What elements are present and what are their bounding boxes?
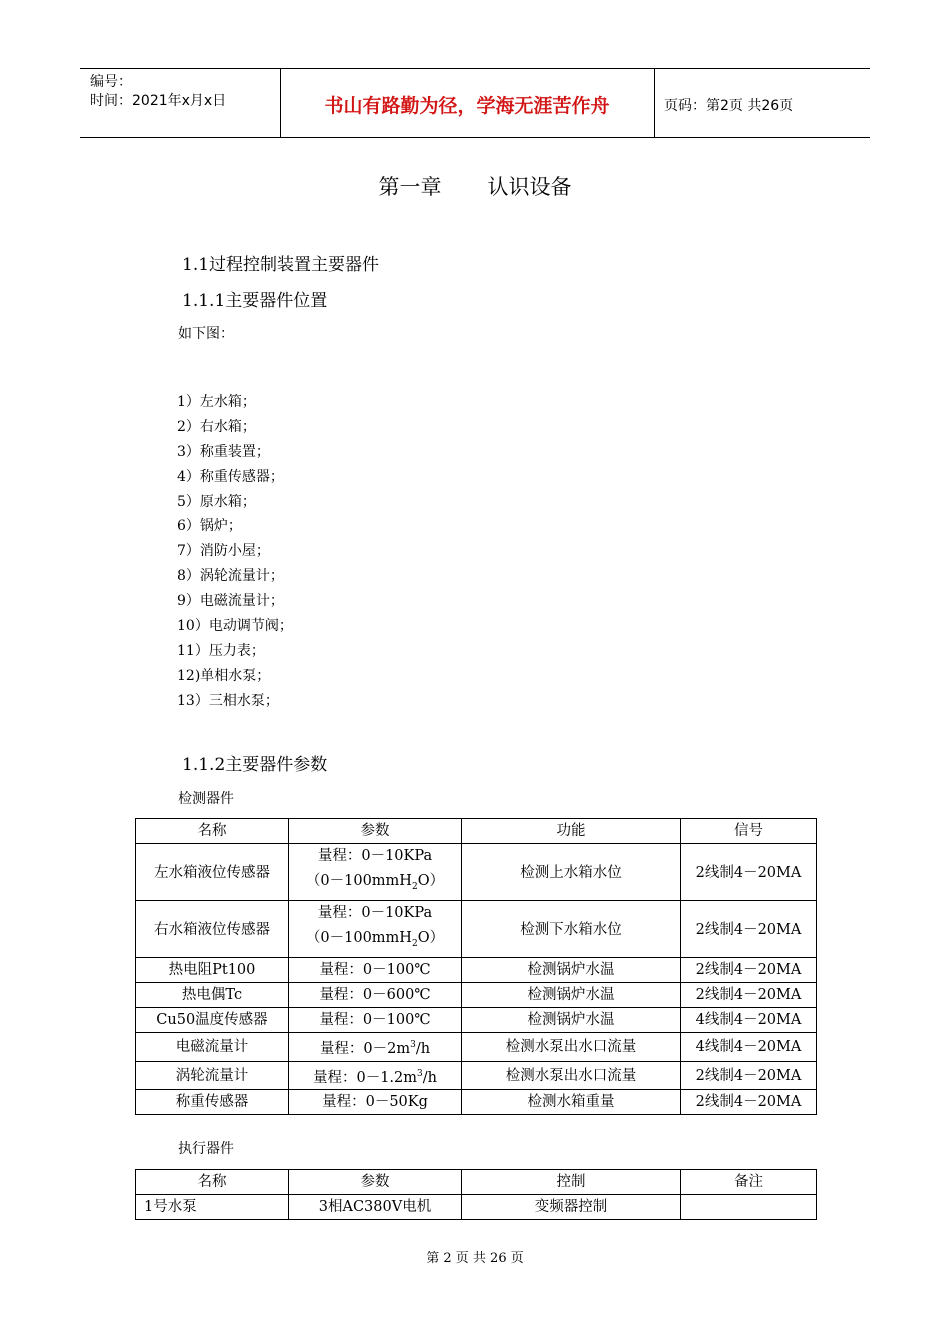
document-id-label: 编号： — [90, 74, 132, 90]
header-meta — [90, 73, 226, 111]
intro-text: 如下图： — [178, 326, 234, 342]
page-footer: 第 2 页 共 26 页 — [426, 1251, 524, 1266]
component-list — [177, 391, 293, 715]
table-cell: 检测上水箱水位 — [462, 844, 681, 901]
table-cell: 量程：$0-2m^3/h$ — [289, 1032, 462, 1061]
list-item: 11）压力表； — [177, 642, 265, 659]
table-cell: 2线制4－20MA — [681, 1090, 817, 1115]
table-header-cell: 备注 — [681, 1170, 817, 1195]
table-cell: 变频器控制 — [462, 1195, 681, 1220]
table-cell: 2线制4－20MA — [681, 957, 817, 982]
param-line: （0－100mmH$_2$O） — [305, 929, 445, 949]
table-row — [136, 1061, 817, 1090]
table-header-cell: 名称 — [136, 1170, 289, 1195]
table-cell: 热电阻Pt100 — [136, 957, 289, 982]
table-cell: 2线制4－20MA — [681, 900, 817, 957]
param-line: 量程：0－10KPa — [317, 904, 433, 921]
section-heading-1-1-1: 1.1.1主要器件位置 — [182, 291, 328, 311]
list-item: 2）右水箱； — [177, 418, 256, 435]
header-motto: 书山有路勤为径，学海无涯苦作舟 — [324, 95, 610, 117]
table-row — [136, 957, 817, 982]
table-header-cell: 名称 — [136, 819, 289, 844]
table-cell: 量程：0－600℃ — [289, 982, 462, 1007]
section-heading-1-1: 1.1过程控制装置主要器件 — [182, 255, 380, 275]
table-cell: Cu50温度传感器 — [136, 1007, 289, 1032]
list-item: 7）消防小屋； — [177, 543, 270, 560]
table-cell: 量程：0－100℃ — [289, 1007, 462, 1032]
chapter-heading — [0, 171, 950, 201]
exec-table — [135, 1169, 817, 1220]
table-cell: 检测下水箱水位 — [462, 900, 681, 957]
table-cell: 检测水泵出水口流量 — [462, 1032, 681, 1061]
table-header-cell: 功能 — [462, 819, 681, 844]
table-row — [136, 1032, 817, 1061]
table-row — [136, 982, 817, 1007]
table-cell: 左水箱液位传感器 — [136, 844, 289, 901]
header-divider — [654, 69, 655, 137]
table-header-row — [136, 819, 817, 844]
table-cell: 量程：0－50Kg — [289, 1090, 462, 1115]
list-item: 5）原水箱； — [177, 493, 256, 510]
table-row — [136, 1090, 817, 1115]
list-item: 10）电动调节阀； — [177, 618, 293, 635]
list-item: 13）三相水泵； — [177, 692, 279, 709]
table-cell: 涡轮流量计 — [136, 1061, 289, 1090]
header-page-info: 页码：第2页 共26页 — [664, 98, 794, 114]
document-time: 时间：2021年x月x日 — [90, 93, 227, 109]
list-item: 6）锅炉； — [177, 518, 242, 535]
table-cell: 2线制4－20MA — [681, 1061, 817, 1090]
table-cell: 4线制4－20MA — [681, 1032, 817, 1061]
list-item: 3）称重装置； — [177, 443, 270, 460]
table-cell: 检测锅炉水温 — [462, 957, 681, 982]
chapter-number: 第一章 — [378, 175, 442, 199]
table-row — [136, 900, 817, 957]
table-cell: 检测锅炉水温 — [462, 982, 681, 1007]
section-heading-1-1-2: 1.1.2主要器件参数 — [182, 755, 328, 775]
exec-table-title: 执行器件 — [178, 1141, 234, 1157]
table-cell — [681, 1195, 817, 1220]
table-cell — [289, 844, 462, 901]
table-cell — [289, 900, 462, 957]
table-header-cell: 参数 — [289, 819, 462, 844]
detect-table — [135, 818, 817, 1115]
table-cell: 电磁流量计 — [136, 1032, 289, 1061]
param-line: 量程：0－10KPa — [317, 848, 433, 864]
table-cell: 4线制4－20MA — [681, 1007, 817, 1032]
table-header-row — [136, 1170, 817, 1195]
table-cell: 检测水泵出水口流量 — [462, 1061, 681, 1090]
table-cell: 量程：0－100℃ — [289, 957, 462, 982]
table-cell: 称重传感器 — [136, 1090, 289, 1115]
table-cell: 2线制4－20MA — [681, 844, 817, 901]
table-cell: 1号水泵 — [136, 1195, 289, 1220]
list-item: 9）电磁流量计； — [177, 593, 284, 610]
table-header-cell: 信号 — [681, 819, 817, 844]
chapter-title: 认识设备 — [487, 175, 572, 199]
detect-table-title: 检测器件 — [178, 791, 234, 807]
table-row — [136, 1007, 817, 1032]
table-cell: 2线制4－20MA — [681, 982, 817, 1007]
list-item: 8）涡轮流量计； — [177, 568, 284, 585]
table-header-cell: 控制 — [462, 1170, 681, 1195]
list-item: 12)单相水泵； — [177, 667, 271, 684]
table-row — [136, 1195, 817, 1220]
table-row — [136, 844, 817, 901]
table-header-cell: 参数 — [289, 1170, 462, 1195]
table-cell: 量程：$0-1.2m^3/h$ — [289, 1061, 462, 1090]
table-cell: 检测锅炉水温 — [462, 1007, 681, 1032]
table-cell: 3相AC380V电机 — [289, 1195, 462, 1220]
table-cell: 检测水箱重量 — [462, 1090, 681, 1115]
document-header — [80, 68, 870, 138]
list-item: 1）左水箱； — [177, 394, 256, 410]
param-line: （0－100mmH$_2$O） — [305, 873, 445, 892]
table-cell: 右水箱液位传感器 — [136, 900, 289, 957]
list-item: 4）称重传感器； — [177, 468, 284, 485]
table-cell: 热电偶Tc — [136, 982, 289, 1007]
